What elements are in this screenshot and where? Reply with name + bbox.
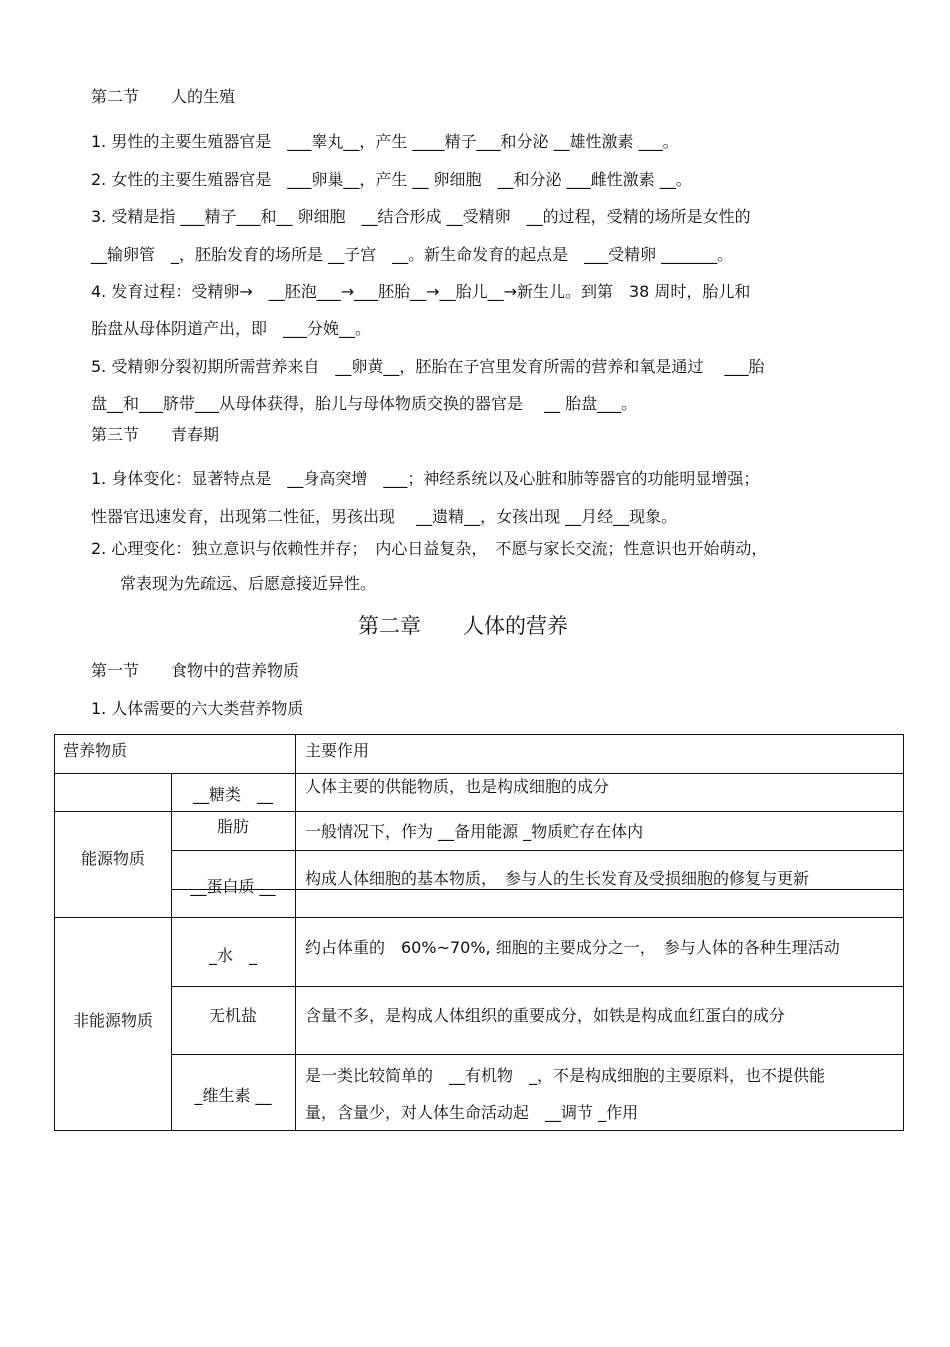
header-function: 主要作用	[305, 741, 370, 760]
text-line: 盘__和___脐带___从母体获得，胎儿与母体物质交换的器官是 __ 胎盘___。	[91, 394, 638, 413]
section-heading-reproduction: 第二节 人的生殖	[91, 87, 236, 106]
text-line: 1. 身体变化：显著特点是 __身高突增 ___；神经系统以及心脏和肺等器官的功能明显增强；	[91, 469, 760, 488]
table-rule	[171, 1054, 903, 1055]
nutrients-table	[54, 734, 904, 1131]
section-heading-puberty: 第三节 青春期	[91, 425, 220, 444]
table-rule	[171, 986, 903, 987]
text-line: 性器官迅速发育，出现第二性征，男孩出现 __遗精__，女孩出现 __月经__现象。	[91, 507, 678, 526]
group-energy: 能源物质	[80, 849, 145, 868]
nutrient-function: 一般情况下，作为 __备用能源 _物质贮存在体内	[305, 822, 644, 841]
section-heading-nutrients: 第一节 食物中的营养物质	[91, 661, 300, 680]
nutrient-function: 人体主要的供能物质，也是构成细胞的成分	[305, 777, 610, 796]
chapter-title: 第二章 人体的营养	[358, 614, 568, 638]
nutrient-function: 约占体重的 60%~70%, 细胞的主要成分之一， 参与人体的各种生理活动	[305, 938, 840, 957]
table-rule	[55, 917, 903, 918]
group-non-energy: 非能源物质	[72, 1011, 153, 1030]
nutrient-name: _水 _	[208, 946, 257, 965]
text-line: __输卵管 _，胚胎发育的场所是 __子宫 __。新生命发育的起点是 ___受精卵 _______。	[91, 245, 734, 264]
nutrient-name: __糖类 __	[192, 785, 273, 804]
text-line: 胎盘从母体阴道产出，即 ___分娩__。	[91, 319, 372, 338]
nutrient-name: __蛋白质 __	[190, 877, 276, 896]
table-rule	[55, 811, 903, 812]
text-line: 5. 受精卵分裂初期所需营养来自 __卵黄__，胚胎在子宫里发育所需的营养和氧是通过 ___胎	[91, 357, 765, 376]
table-rule	[55, 773, 903, 774]
nutrient-function: 含量不多，是构成人体组织的重要成分，如铁是构成血红蛋白的成分	[305, 1006, 786, 1025]
text-line: 3. 受精是指 ___精子___和__ 卵细胞 __结合形成 __受精卵 __的过程，受精的场所是女性的	[91, 207, 751, 226]
header-substance: 营养物质	[63, 741, 128, 760]
nutrient-function-cont: 量，含量少，对人体生命活动起 __调节 _作用	[305, 1103, 639, 1122]
text-line: 2. 女性的主要生殖器官是 ___卵巢__，产生 __ 卵细胞 __和分泌 ___雌性激素 __。	[91, 170, 692, 189]
nutrient-function: 构成人体细胞的基本物质， 参与人的生长发育及受损细胞的修复与更新	[305, 869, 810, 888]
nutrient-name: 脂肪	[216, 817, 249, 836]
text-line: 4. 发育过程：受精卵→ __胚泡___→___胚胎__→__胎儿__→新生儿。到第 38 周时，胎儿和	[91, 282, 751, 301]
nutrient-function: 是一类比较简单的 __有机物 _，不是构成细胞的主要原料，也不提供能	[305, 1066, 826, 1085]
nutrient-name: 无机盐	[208, 1006, 257, 1025]
table-rule	[171, 850, 903, 851]
text-line: 1. 男性的主要生殖器官是 ___睾丸__，产生 ____精子___和分泌 __雄性激素 ___。	[91, 132, 679, 151]
table-rule	[295, 735, 296, 1130]
text-line: 2. 心理变化：独立意识与依赖性并存； 内心日益复杂， 不愿与家长交流；性意识也开始萌动，	[91, 539, 768, 558]
nutrient-name: _维生素 __	[194, 1086, 272, 1105]
text-line: 常表现为先疏远、后愿意接近异性。	[120, 574, 377, 593]
table-caption: 1. 人体需要的六大类营养物质	[91, 699, 304, 718]
